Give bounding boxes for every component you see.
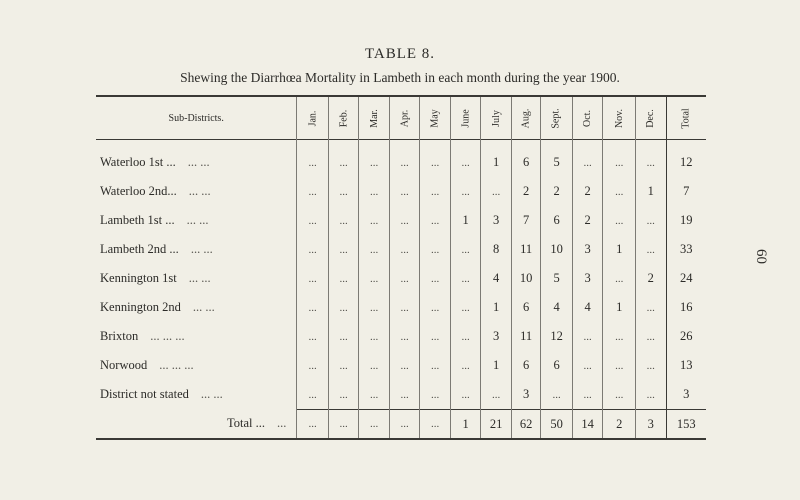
header-row: [96, 97, 706, 140]
month-cell: 2: [541, 177, 573, 206]
leader-dots: ... ...: [200, 387, 223, 402]
month-cell: ...: [328, 322, 359, 351]
month-cell: 5: [541, 264, 573, 293]
header-apr: Apr.: [389, 97, 420, 140]
sub-district-name: [96, 380, 297, 410]
sub-district-label: Brixton: [100, 329, 139, 343]
sub-district-name: [96, 177, 297, 206]
header-total: Total: [666, 97, 706, 140]
sub-district-name: [96, 140, 297, 178]
month-cell: 5: [541, 140, 573, 178]
month-cell: ...: [297, 293, 329, 322]
month-cell: ...: [297, 410, 329, 439]
header-sub-districts: Sub-Districts.: [168, 112, 224, 124]
row-total-cell: 3: [666, 380, 706, 410]
month-cell: ...: [420, 264, 451, 293]
month-cell: ...: [328, 140, 359, 178]
month-cell: 2: [511, 177, 540, 206]
row-total-cell: 12: [666, 140, 706, 178]
month-cell: 11: [511, 322, 540, 351]
month-cell: ...: [636, 380, 667, 410]
month-cell: ...: [359, 410, 390, 439]
header-feb: Feb.: [328, 97, 359, 140]
month-cell: 3: [511, 380, 540, 410]
month-cell: 1: [603, 235, 636, 264]
header-oct: Oct.: [572, 97, 603, 140]
row-total-cell: 153: [666, 410, 706, 439]
month-cell: 21: [481, 410, 512, 439]
row-total-cell: 19: [666, 206, 706, 235]
month-cell: ...: [359, 351, 390, 380]
month-cell: ...: [328, 235, 359, 264]
month-cell: ...: [450, 177, 481, 206]
month-cell: ...: [297, 206, 329, 235]
month-cell: ...: [420, 380, 451, 410]
month-cell: ...: [481, 177, 512, 206]
sub-district-name: [96, 264, 297, 293]
month-cell: ...: [450, 322, 481, 351]
leader-dots: ...: [277, 416, 287, 431]
month-cell: ...: [359, 140, 390, 178]
table-row: [96, 380, 706, 410]
month-cell: ...: [359, 235, 390, 264]
table-bottom-rule: [96, 438, 706, 440]
month-cell: 1: [481, 140, 512, 178]
month-cell: ...: [389, 264, 420, 293]
sub-district-label: Kennington 2nd: [100, 300, 181, 314]
leader-dots: ... ...: [186, 213, 209, 227]
month-cell: 1: [450, 206, 481, 235]
month-cell: ...: [603, 206, 636, 235]
row-total-cell: 13: [666, 351, 706, 380]
month-cell: ...: [541, 380, 573, 410]
month-cell: ...: [297, 140, 329, 178]
header-sept: Sept.: [541, 97, 573, 140]
sub-district-label: Norwood: [100, 358, 148, 372]
month-cell: ...: [450, 380, 481, 410]
month-cell: ...: [636, 322, 667, 351]
month-cell: ...: [297, 264, 329, 293]
month-cell: ...: [572, 351, 603, 380]
month-cell: ...: [636, 235, 667, 264]
sub-district-label: District not stated: [100, 387, 189, 402]
month-cell: ...: [328, 264, 359, 293]
month-cell: ...: [328, 410, 359, 439]
month-cell: ...: [297, 351, 329, 380]
month-cell: ...: [603, 264, 636, 293]
month-cell: ...: [297, 380, 329, 410]
month-cell: 6: [511, 140, 540, 178]
month-cell: ...: [328, 380, 359, 410]
month-cell: ...: [420, 351, 451, 380]
month-cell: ...: [636, 293, 667, 322]
month-cell: ...: [389, 410, 420, 439]
month-cell: ...: [572, 380, 603, 410]
sub-district-label: Kennington 1st: [100, 271, 177, 285]
month-cell: 14: [572, 410, 603, 439]
month-cell: 1: [636, 177, 667, 206]
month-cell: ...: [389, 293, 420, 322]
leader-dots: ... ...: [192, 300, 215, 314]
month-cell: ...: [328, 177, 359, 206]
month-cell: 4: [481, 264, 512, 293]
total-label: [96, 410, 297, 439]
month-cell: ...: [603, 177, 636, 206]
sub-district-label: Lambeth 2nd ...: [100, 242, 179, 256]
table-row: [96, 206, 706, 235]
month-cell: ...: [420, 322, 451, 351]
month-cell: 6: [511, 293, 540, 322]
month-cell: 6: [511, 351, 540, 380]
month-cell: 4: [572, 293, 603, 322]
month-cell: ...: [603, 380, 636, 410]
table-row: [96, 177, 706, 206]
header-mar: Mar.: [359, 97, 390, 140]
month-cell: 1: [450, 410, 481, 439]
month-cell: ...: [359, 322, 390, 351]
month-cell: ...: [420, 410, 451, 439]
table-row: [96, 293, 706, 322]
month-cell: 8: [481, 235, 512, 264]
leader-dots: ... ...: [188, 184, 211, 198]
month-cell: 2: [572, 206, 603, 235]
month-cell: ...: [572, 140, 603, 178]
sub-district-name: [96, 293, 297, 322]
month-cell: ...: [450, 235, 481, 264]
table-row: [96, 140, 706, 178]
header-dec: Dec.: [636, 97, 667, 140]
table-row: [96, 351, 706, 380]
month-cell: ...: [389, 380, 420, 410]
row-total-cell: 24: [666, 264, 706, 293]
month-cell: 1: [603, 293, 636, 322]
month-cell: 3: [572, 235, 603, 264]
month-cell: 2: [636, 264, 667, 293]
sub-district-name: [96, 322, 297, 351]
month-cell: 4: [541, 293, 573, 322]
table-subtitle: Shewing the Diarrhœa Mortality in Lambeth in each month during the year 1900.: [180, 70, 620, 85]
month-cell: ...: [450, 293, 481, 322]
sub-district-label: Waterloo 1st ...: [100, 155, 176, 169]
month-cell: ...: [420, 293, 451, 322]
month-cell: 2: [603, 410, 636, 439]
month-cell: ...: [359, 177, 390, 206]
month-cell: ...: [603, 322, 636, 351]
row-total-cell: 26: [666, 322, 706, 351]
month-cell: ...: [636, 206, 667, 235]
sub-district-name: [96, 235, 297, 264]
month-cell: ...: [420, 140, 451, 178]
month-cell: ...: [481, 380, 512, 410]
month-cell: ...: [389, 177, 420, 206]
month-cell: 50: [541, 410, 573, 439]
table-row: [96, 322, 706, 351]
month-cell: 3: [572, 264, 603, 293]
header-aug: Aug.: [511, 97, 540, 140]
month-cell: 6: [541, 206, 573, 235]
month-cell: ...: [297, 177, 329, 206]
month-cell: ...: [389, 140, 420, 178]
leader-dots: ... ...: [190, 242, 213, 256]
month-cell: 3: [481, 322, 512, 351]
total-row: [96, 410, 706, 439]
row-total-cell: 33: [666, 235, 706, 264]
month-cell: ...: [450, 140, 481, 178]
month-cell: 1: [481, 351, 512, 380]
mortality-table-container: [96, 95, 706, 440]
month-cell: ...: [328, 206, 359, 235]
table-title: TABLE 8.: [364, 46, 436, 62]
mortality-table: [96, 97, 706, 438]
month-cell: ...: [389, 235, 420, 264]
month-cell: ...: [603, 140, 636, 178]
month-cell: 10: [541, 235, 573, 264]
month-cell: 62: [511, 410, 540, 439]
month-cell: ...: [420, 177, 451, 206]
month-cell: 6: [541, 351, 573, 380]
header-july: July: [481, 97, 512, 140]
month-cell: ...: [450, 264, 481, 293]
month-cell: 3: [636, 410, 667, 439]
month-cell: ...: [420, 206, 451, 235]
month-cell: 1: [481, 293, 512, 322]
month-cell: ...: [328, 351, 359, 380]
row-total-cell: 16: [666, 293, 706, 322]
header-nov: Nov.: [603, 97, 636, 140]
header-jan: Jan.: [297, 97, 329, 140]
leader-dots: ... ...: [187, 155, 210, 169]
month-cell: ...: [359, 293, 390, 322]
month-cell: 2: [572, 177, 603, 206]
month-cell: ...: [297, 322, 329, 351]
month-cell: ...: [359, 380, 390, 410]
month-cell: ...: [297, 235, 329, 264]
total-label-text: Total ...: [226, 416, 265, 431]
leader-dots: ... ... ...: [159, 358, 194, 372]
page-number: 60: [753, 249, 769, 264]
table-row: [96, 264, 706, 293]
sub-district-label: Lambeth 1st ...: [100, 213, 175, 227]
month-cell: ...: [389, 206, 420, 235]
month-cell: 10: [511, 264, 540, 293]
leader-dots: ... ... ...: [150, 329, 185, 343]
month-cell: 12: [541, 322, 573, 351]
table-body: [96, 140, 706, 439]
month-cell: ...: [359, 206, 390, 235]
leader-dots: ... ...: [188, 271, 211, 285]
month-cell: ...: [636, 140, 667, 178]
month-cell: ...: [603, 351, 636, 380]
month-cell: ...: [572, 322, 603, 351]
month-cell: ...: [389, 322, 420, 351]
table-row: [96, 235, 706, 264]
row-total-cell: 7: [666, 177, 706, 206]
month-cell: 11: [511, 235, 540, 264]
month-cell: ...: [636, 351, 667, 380]
month-cell: ...: [450, 351, 481, 380]
month-cell: ...: [389, 351, 420, 380]
month-cell: ...: [328, 293, 359, 322]
month-cell: ...: [420, 235, 451, 264]
month-cell: 3: [481, 206, 512, 235]
sub-district-name: [96, 206, 297, 235]
month-cell: ...: [359, 264, 390, 293]
header-june: June: [450, 97, 481, 140]
month-cell: 7: [511, 206, 540, 235]
header-may: May: [420, 97, 451, 140]
sub-district-name: [96, 351, 297, 380]
sub-district-label: Waterloo 2nd...: [100, 184, 177, 198]
